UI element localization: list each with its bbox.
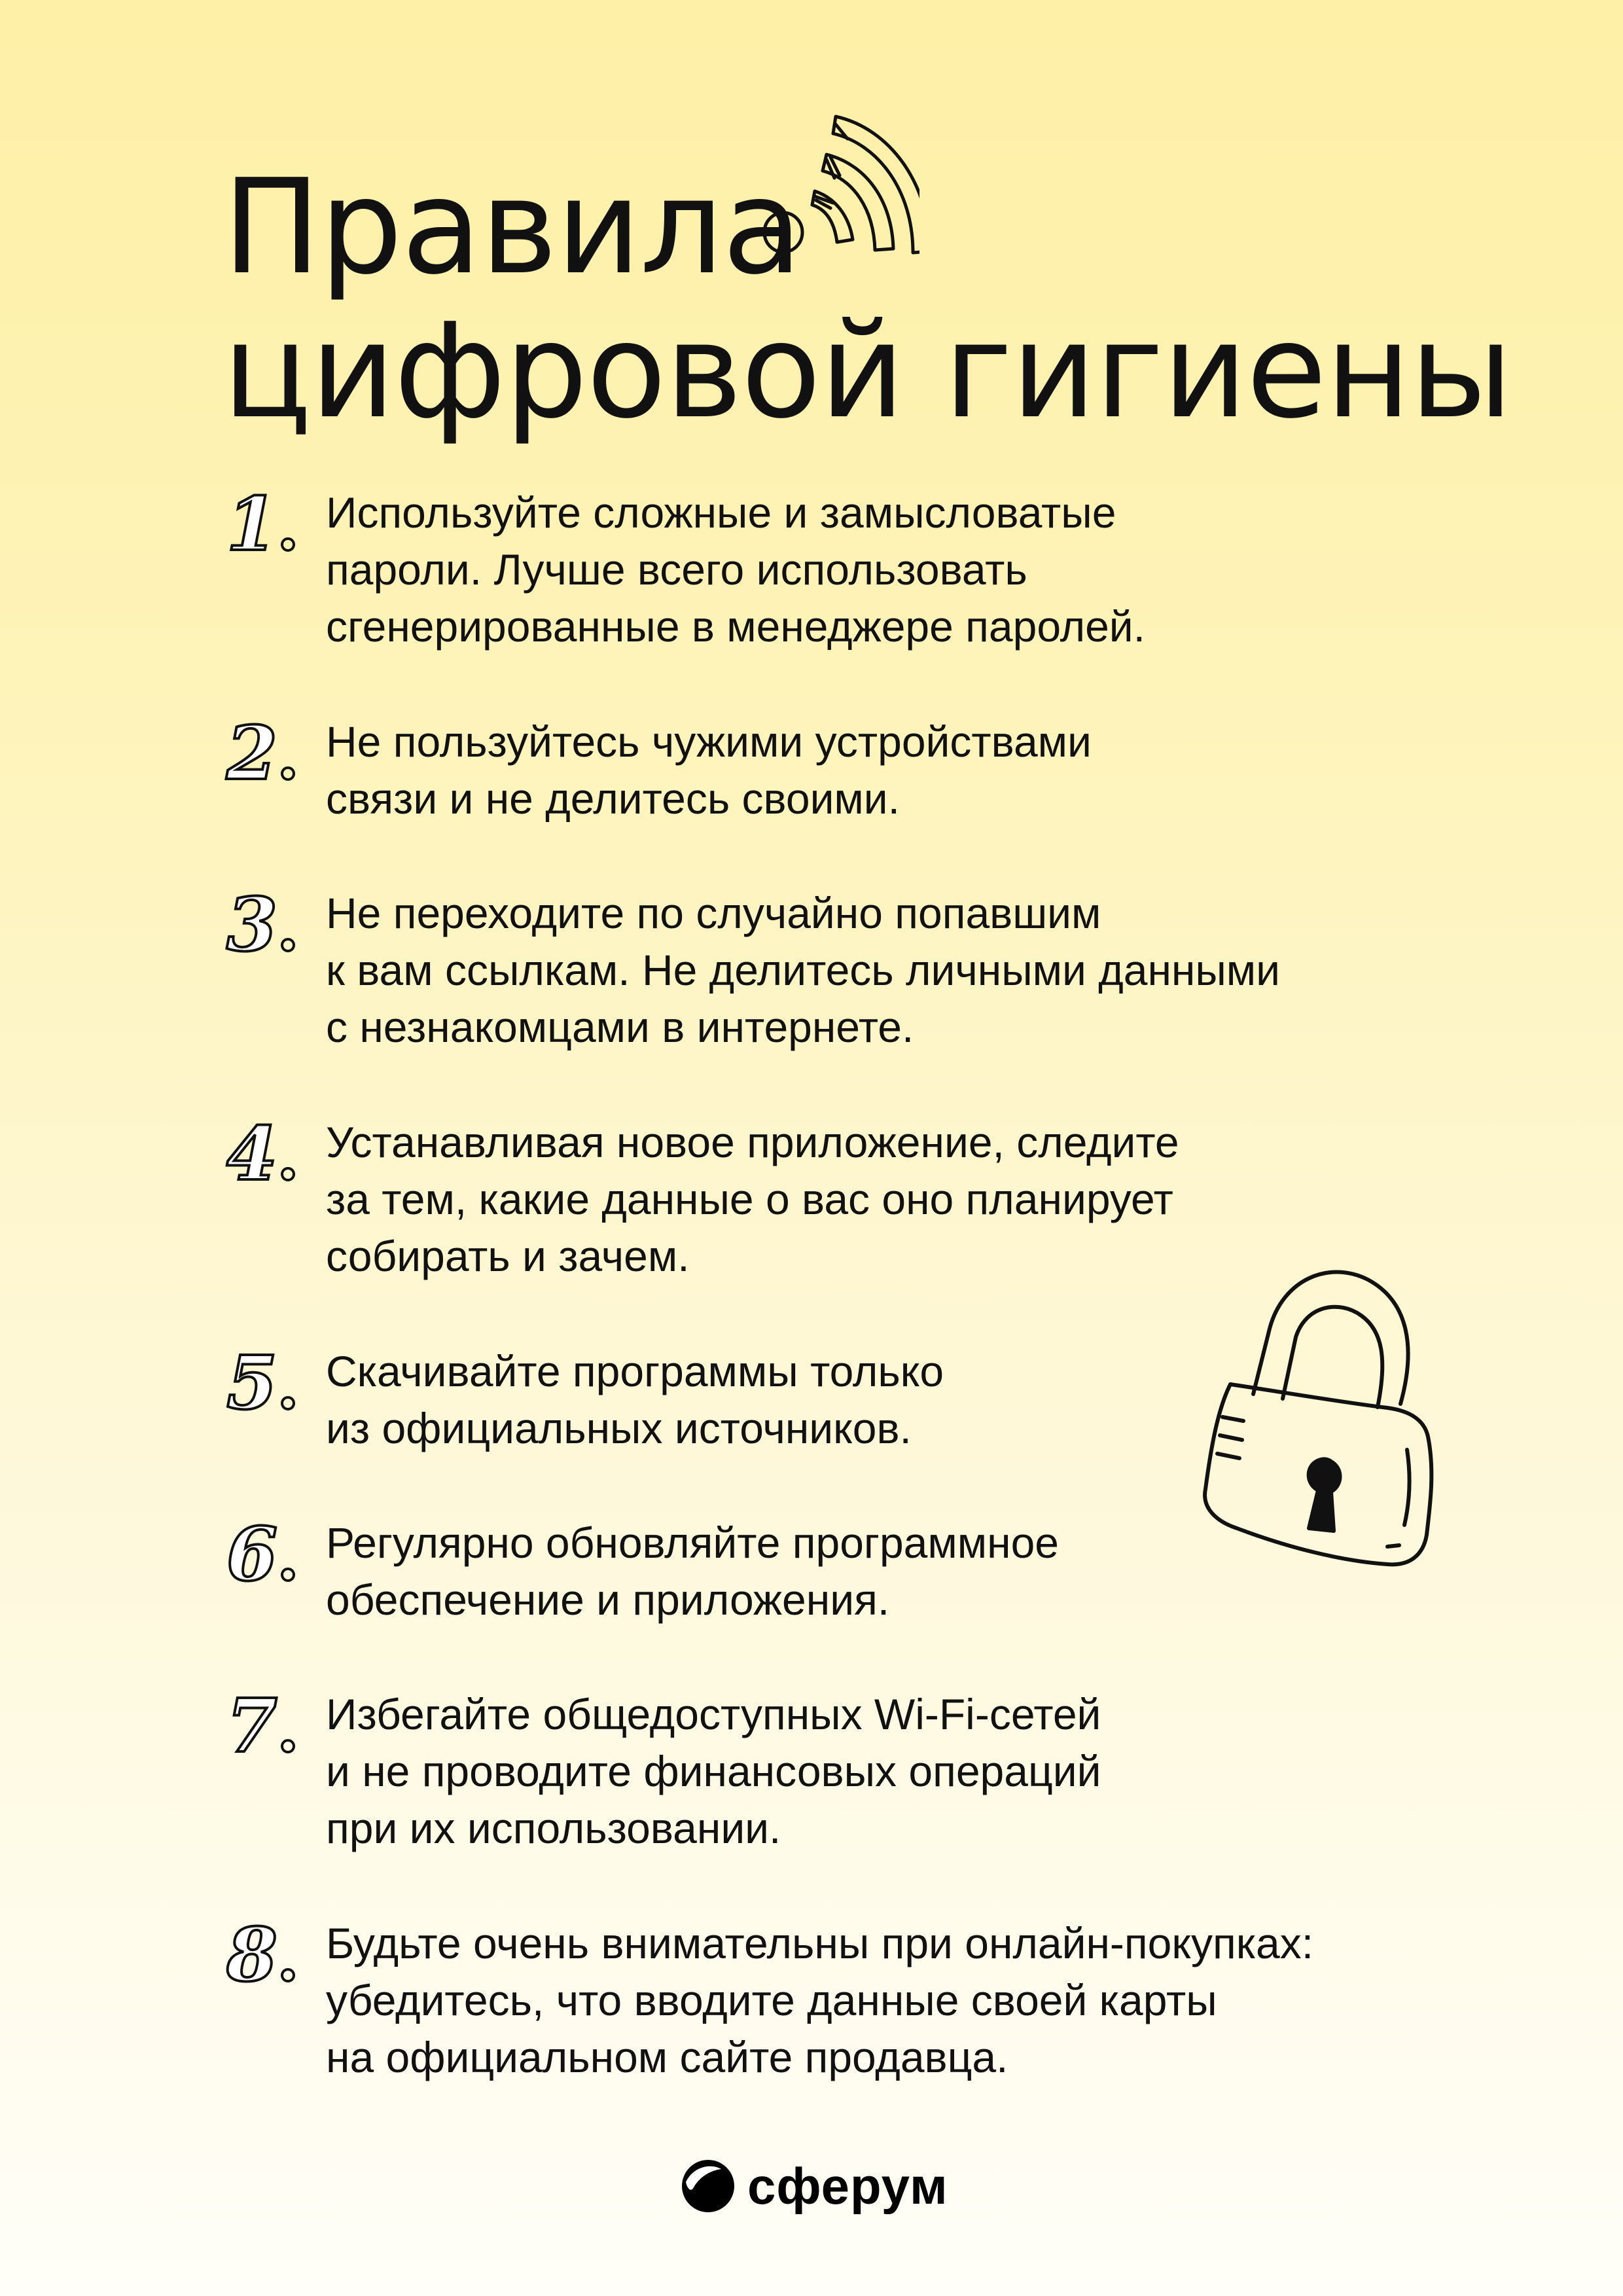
rule-number-label: 8 (226, 1912, 277, 1998)
rule-text-line: к вам ссылкам. Не делитесь личными данными (326, 946, 1281, 994)
logo-text: сферум (747, 2157, 948, 2215)
title-line-1: Правила (223, 151, 802, 304)
rule-text-line: из официальных источников. (326, 1404, 912, 1452)
rule-text-line: собирать и зачем. (326, 1232, 690, 1280)
rule-text-line: при их использовании. (326, 1804, 781, 1852)
rule-number-label: 1 (226, 482, 277, 567)
rule-text (326, 1515, 1478, 1628)
wifi-signal-icon (749, 105, 919, 275)
rule-text (326, 1343, 1478, 1457)
number-7-icon (223, 1683, 301, 1778)
rule-text-line: Будьте очень внимательны при онлайн-покупках: (326, 1919, 1314, 1967)
rule-text (326, 1114, 1478, 1285)
rule-text (326, 1686, 1478, 1857)
rule-text-line: за тем, какие данные о вас оно планирует (326, 1175, 1173, 1223)
rule-text-line: убедитесь, что вводите данные своей карты (326, 1976, 1217, 2024)
rule-text-line: и не проводите финансовых операций (326, 1747, 1101, 1795)
number-4-icon (223, 1111, 301, 1206)
rule-text-line: Устанавливая новое приложение, следите (326, 1118, 1179, 1166)
rule-number-label: 2 (226, 711, 277, 797)
rule-text-line: связи и не делитесь своими. (326, 774, 901, 823)
title-line-2: цифровой гигиены (223, 295, 1512, 448)
rule-text (326, 484, 1478, 655)
sferum-logo-icon (681, 2159, 736, 2214)
number-8-icon (223, 1912, 301, 2007)
rule-text-line: с незнакомцами в интернете. (326, 1003, 914, 1051)
rule-text-line: Не переходите по случайно попавшим (326, 889, 1101, 937)
rule-number-label: 6 (226, 1512, 277, 1598)
number-3-icon (223, 882, 301, 977)
rule-text-line: Регулярно обновляйте программное (326, 1518, 1060, 1567)
rule-number-label: 3 (226, 882, 277, 968)
sferum-logo (681, 2153, 948, 2219)
rule-number-label: 5 (226, 1340, 277, 1426)
rule-text-line: пароли. Лучше всего использовать (326, 545, 1027, 594)
number-6-icon (223, 1512, 301, 1606)
rule-text-line: Избегайте общедоступных Wi-Fi-сетей (326, 1690, 1101, 1738)
rule-number-label: 7 (226, 1683, 277, 1769)
rule-text-line: на официальном сайте продавца. (326, 2033, 1008, 2081)
rule-number-label: 4 (226, 1111, 277, 1197)
number-2-icon (223, 713, 301, 805)
rule-text (326, 1915, 1478, 2086)
rule-text-line: Скачивайте программы только (326, 1347, 944, 1395)
rule-text-line: обеспечение и приложения. (326, 1575, 890, 1624)
rule-text (326, 885, 1478, 1056)
number-5-icon (223, 1340, 301, 1435)
rule-text (326, 713, 1478, 827)
rule-text-line: сгенерированные в менеджере паролей. (326, 602, 1146, 651)
rule-text-line: Не пользуйтесь чужими устройствами (326, 717, 1092, 766)
rule-text-line: Используйте сложные и замысловатые (326, 488, 1116, 537)
number-1-icon (223, 484, 301, 576)
